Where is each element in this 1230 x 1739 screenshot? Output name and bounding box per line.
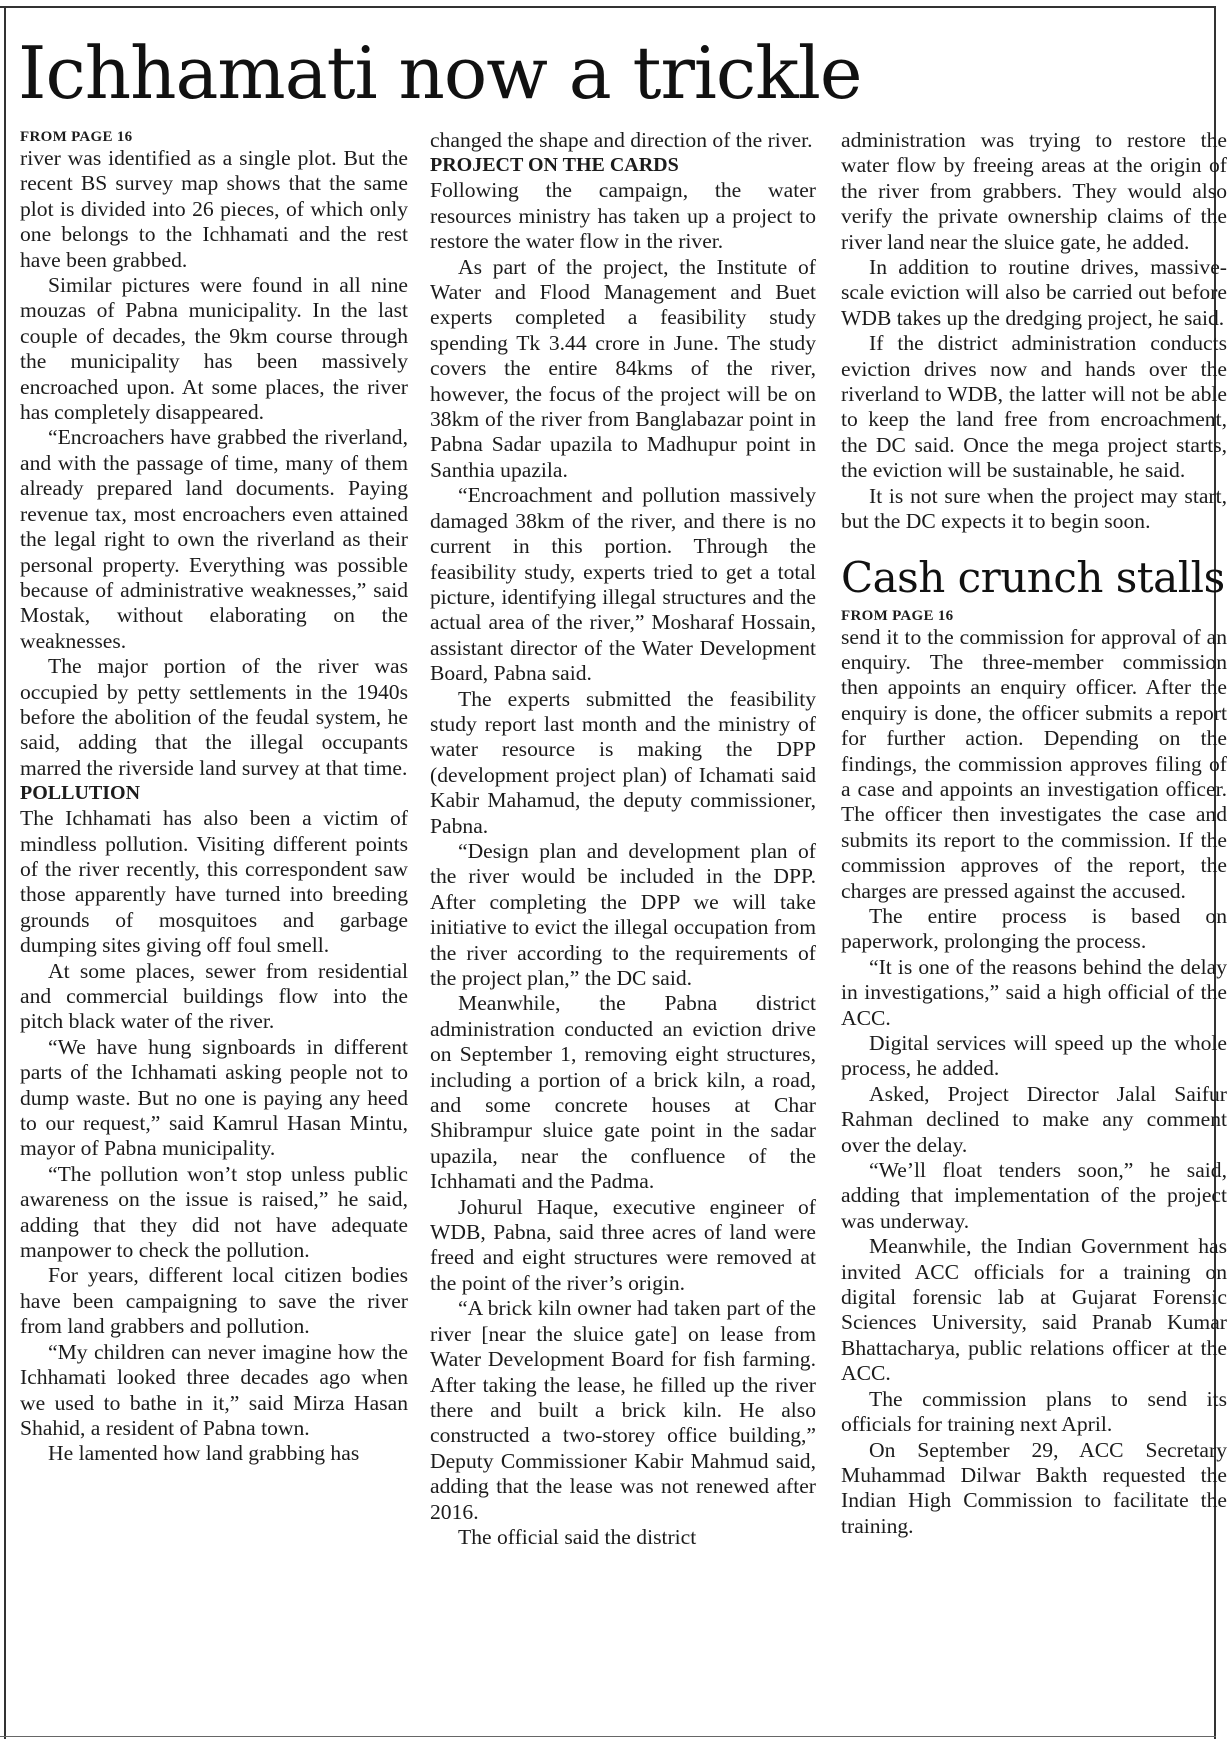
top-border-rule xyxy=(0,6,1216,8)
paragraph: The official said the district xyxy=(458,1524,697,1549)
paragraph: At some places, sewer from residential and commercial buildings flow into the pitch black water of the river. xyxy=(20,958,408,1034)
paragraph: “Encroachment and pollution massively damaged 38km of the river, and there is no current in this portion. Through the feasibility study, experts tried to get a total picture, identifying illegal structures and the actual area of the river,” Mosharaf Hossain, assistant director of the Water Development Board, Pabna said. xyxy=(430,483,816,686)
paragraph: It is not sure when the project may start, but the DC expects it to begin soon. xyxy=(841,483,1227,534)
paragraph: “We’ll float tenders soon,” he said, adding that implementation of the project was underway. xyxy=(841,1158,1227,1233)
paragraph: “It is one of the reasons behind the delay in investigations,” said a high official of the ACC. xyxy=(841,954,1227,1030)
paragraph: He lamented how land grabbing has xyxy=(48,1441,360,1466)
paragraph: Johurul Haque, executive engineer of WDB, Pabna, said three acres of land were freed and eight structures were removed at the point of the river’s origin. xyxy=(430,1194,816,1295)
paragraph: Following the campaign, the water resources ministry has taken up a project to restore the water flow in the river. xyxy=(430,178,816,254)
paragraph: changed the shape and direction of the river. xyxy=(430,128,813,152)
paragraph: Meanwhile, the Pabna district administration conducted an eviction drive on September 1, removing eight structures, including a portion of a brick kiln, a road, and some concrete houses at Char Shibrampur sluice gate point in the sadar upazila, near the confluence of the Ichhamati and the Padma. xyxy=(430,991,816,1194)
jump-line: FROM PAGE 16 xyxy=(841,607,954,624)
paragraph: “Encroachers have grabbed the riverland, and with the passage of time, many of them already prepared land documents. Paying revenue tax, most encroachers even attained the legal right to own the riverland as their personal property. Everything was possible because of administrative weaknesses,” said Mostak, without elaborating on the weaknesses. xyxy=(20,425,408,653)
story-headline: Ichhamati now a trickle xyxy=(18,31,862,115)
subhead-project-on-the-cards: PROJECT ON THE CARDS xyxy=(430,154,679,177)
paragraph: The commission plans to send its officials for training next April. xyxy=(841,1386,1227,1437)
paragraph: In addition to routine drives, massive-scale eviction will also be carried out before WDB takes up the dredging project, he said. xyxy=(841,255,1227,330)
subhead-pollution: POLLUTION xyxy=(20,782,141,805)
paragraph: “Design plan and development plan of the river would be included in the DPP. After completing the DPP we will take initiative to evict the illegal occupation from the river according to the requirements of the project plan,” the DC said. xyxy=(430,838,816,990)
column-2 xyxy=(430,128,816,1550)
paragraph: For years, different local citizen bodies have been campaigning to save the river from land grabbers and pollution. xyxy=(20,1263,408,1339)
paragraph: send it to the commission for approval of an enquiry. The three-member commission then appoints an enquiry officer. After the enquiry is done, the officer submits a report for further action. Depending on the findings, the commission approves filing of a case and appoints an investigation officer. The officer then investigates the case and submits its report to the commission. If the commission approves of the report, the charges are pressed against the accused. xyxy=(841,624,1227,903)
paragraph: river was identified as a single plot. But the recent BS survey map shows that the same plot is divided into 26 pieces, of which only one belongs to the Ichhamati and the rest have been grabbed. xyxy=(20,146,408,272)
column-3 xyxy=(841,128,1227,1539)
paragraph: “We have hung signboards in different parts of the Ichhamati asking people not to dump waste. But no one is paying any heed to our request,” said Kamrul Hasan Mintu, mayor of Pabna municipality. xyxy=(20,1034,408,1161)
paragraph: The major portion of the river was occupied by petty settlements in the 1940s before the abolition of the feudal system, he said, adding that the illegal occupants marred the riverside land survey at that time. xyxy=(20,654,408,780)
paragraph: On September 29, ACC Secretary Muhammad Dilwar Bakth requested the Indian High Commission to facilitate the training. xyxy=(841,1437,1227,1538)
paragraph: Meanwhile, the Indian Government has invited ACC officials for a training on digital forensic lab at Gujarat Forensic Sciences University, said Pranab Kumar Bhattacharya, public relations officer at the ACC. xyxy=(841,1234,1227,1386)
paragraph: Similar pictures were found in all nine mouzas of Pabna municipality. In the last couple of decades, the 9km course through the municipality has been massively encroached upon. At some places, the river has completely disappeared. xyxy=(20,273,408,425)
paragraph: The entire process is based on paperwork, prolonging the process. xyxy=(841,903,1227,954)
jump-line: FROM PAGE 16 xyxy=(20,129,133,145)
column-1 xyxy=(20,128,408,1467)
paragraph: “My children can never imagine how the Ichhamati looked three decades ago when we used to bathe in it,” said Mirza Hasan Shahid, a resident of Pabna town. xyxy=(20,1339,408,1440)
left-border-rule xyxy=(4,6,6,1739)
paragraph: If the district administration conducts eviction drives now and hands over the riverland to WDB, the latter will not be able to keep the land free from encroachment, the DC said. Once the mega project starts, the eviction will be sustainable, he said. xyxy=(841,331,1227,483)
paragraph: The Ichhamati has also been a victim of mindless pollution. Visiting different points of the river recently, this correspondent saw those apparently have turned into breeding grounds of mosquitoes and garbage dumping sites giving off foul smell. xyxy=(20,806,408,958)
bottom-border-rule xyxy=(0,1736,1216,1737)
paragraph: administration was trying to restore the water flow by freeing areas at the origin of the river from grabbers. They would also verify the private ownership claims of the river land near the sluice gate, he added. xyxy=(841,128,1227,254)
paragraph: “The pollution won’t stop unless public awareness on the issue is raised,” he said, adding that they did not have adequate manpower to check the pollution. xyxy=(20,1161,408,1263)
paragraph: The experts submitted the feasibility study report last month and the ministry of water resource is making the DPP (development project plan) of Ichamati said Kabir Mahamud, the deputy commissioner, Pabna. xyxy=(430,686,816,838)
second-story-headline: Cash crunch stalls xyxy=(841,552,1225,602)
paragraph: Digital services will speed up the whole process, he added. xyxy=(841,1031,1227,1081)
paragraph: As part of the project, the Institute of Water and Flood Management and Buet experts completed a feasibility study spending Tk 3.44 crore in June. The study covers the entire 84kms of the river, however, the focus of the project will be on 38km of the river from Banglabazar point in Pabna Sadar upazila to Madhupur point in Santhia upazila. xyxy=(430,254,816,482)
paragraph: “A brick kiln owner had taken part of the river [near the sluice gate] on lease from Water Development Board for fish farming. After taking the lease, he filled up the river there and built a brick kiln. He also constructed a two-storey office building,” Deputy Commissioner Kabir Mahmud said, adding that the lease was not renewed after 2016. xyxy=(430,1296,816,1524)
paragraph: Asked, Project Director Jalal Saifur Rahman declined to make any comment over the delay. xyxy=(841,1081,1227,1157)
